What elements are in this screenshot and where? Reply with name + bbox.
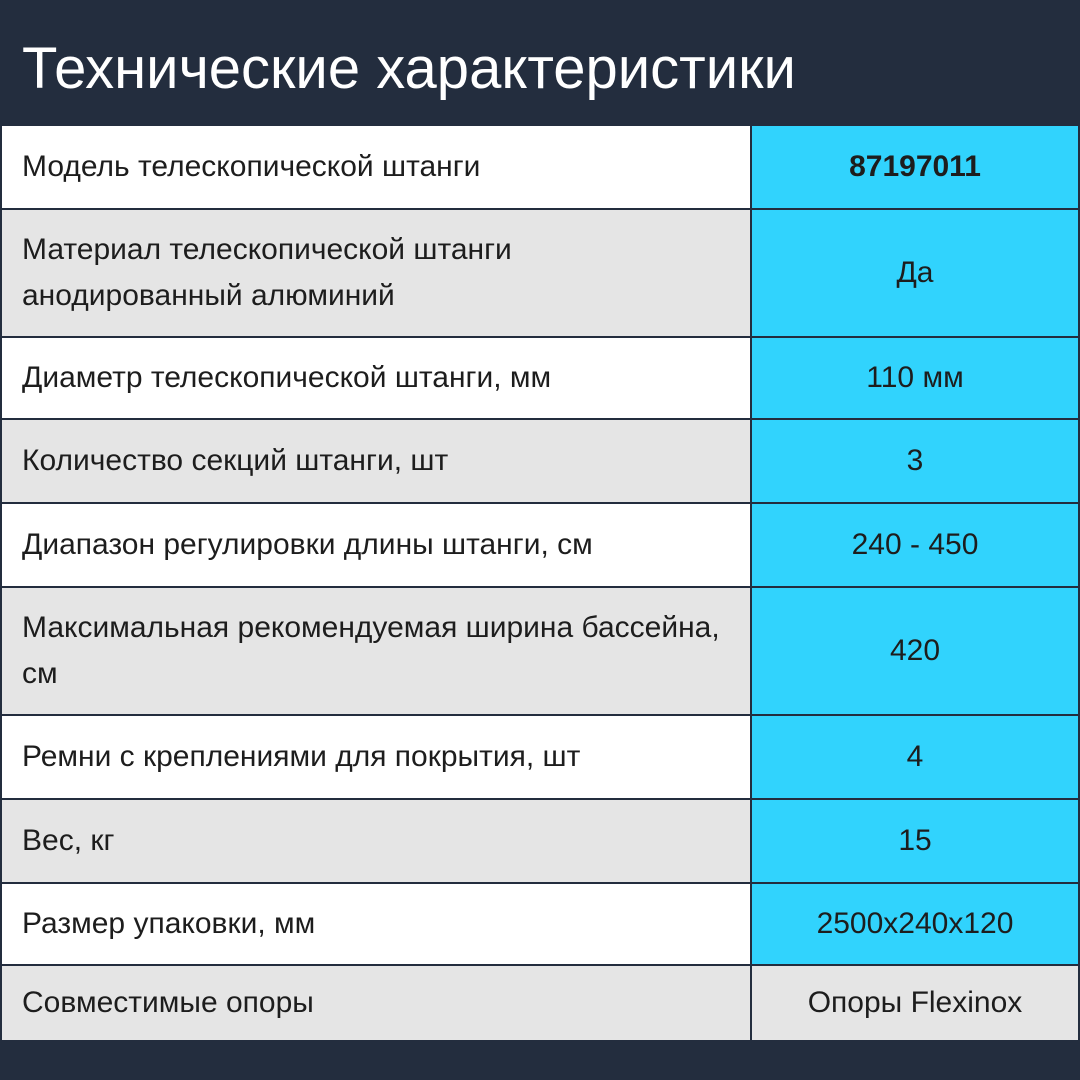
- page-title: Технические характеристики: [22, 36, 796, 101]
- spec-value: 240 - 450: [751, 503, 1079, 587]
- table-row-sections: [1, 419, 1079, 503]
- table-row-material: [1, 209, 1079, 337]
- spec-table: [0, 124, 1080, 1042]
- spec-value: 4: [751, 715, 1079, 799]
- spec-value: Опоры Flexinox: [751, 965, 1079, 1041]
- spec-value: Да: [751, 209, 1079, 337]
- spec-label: Количество секций штанги, шт: [1, 419, 751, 503]
- table-row-pool-width: [1, 587, 1079, 715]
- table-row-model: [1, 125, 1079, 209]
- spec-value: 15: [751, 799, 1079, 883]
- spec-value: 87197011: [751, 125, 1079, 209]
- table-row-supports: [1, 965, 1079, 1041]
- spec-value: 110 мм: [751, 337, 1079, 419]
- spec-label: Максимальная рекомендуемая ширина бассейна, см: [1, 587, 751, 715]
- spec-label: Диапазон регулировки длины штанги, см: [1, 503, 751, 587]
- spec-label: Вес, кг: [1, 799, 751, 883]
- spec-value: 3: [751, 419, 1079, 503]
- spec-label: Совместимые опоры: [1, 965, 751, 1041]
- table-row-weight: [1, 799, 1079, 883]
- spec-value: 420: [751, 587, 1079, 715]
- spec-label: Диаметр телескопической штанги, мм: [1, 337, 751, 419]
- table-row-package-size: [1, 883, 1079, 965]
- table-row-length-range: [1, 503, 1079, 587]
- spec-label: Материал телескопической штанги анодированный алюминий: [1, 209, 751, 337]
- table-row-straps: [1, 715, 1079, 799]
- spec-label: Размер упаковки, мм: [1, 883, 751, 965]
- spec-label: Модель телескопической штанги: [1, 125, 751, 209]
- table-row-diameter: [1, 337, 1079, 419]
- spec-value: 2500x240x120: [751, 883, 1079, 965]
- spec-label: Ремни с креплениями для покрытия, шт: [1, 715, 751, 799]
